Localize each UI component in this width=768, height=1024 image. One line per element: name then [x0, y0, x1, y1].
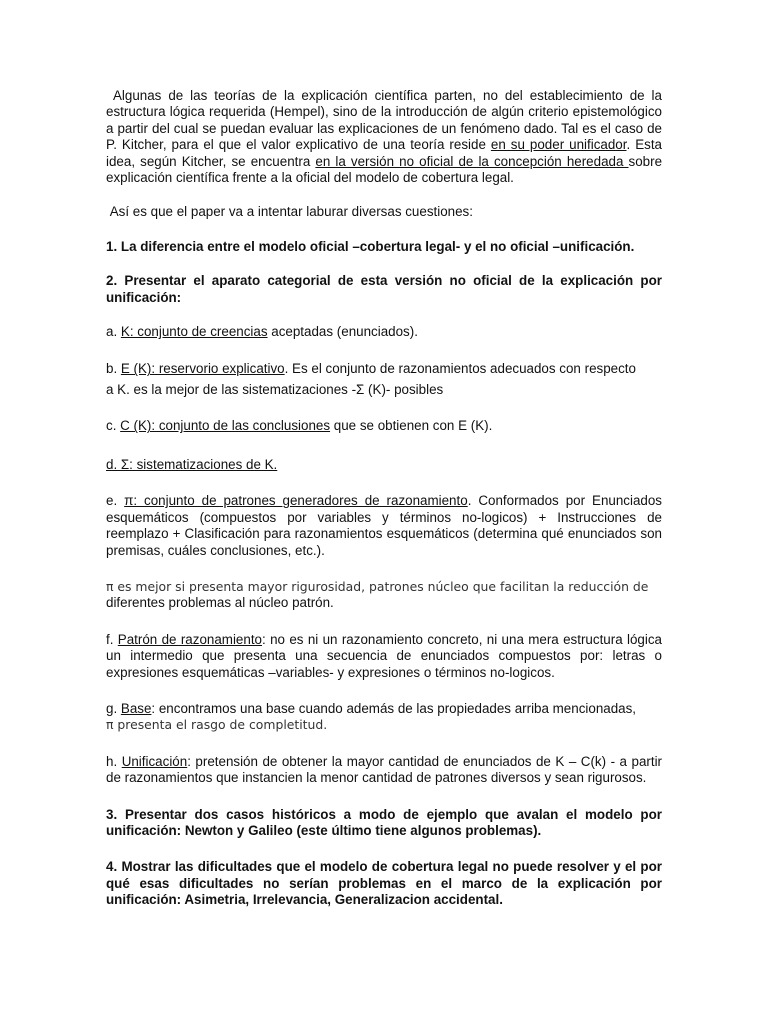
intro-text-3: sobre explicación científica frente a la oficial del modelo de cobertura legal.	[106, 153, 663, 186]
intro-underline-2: en la versión no oficial de la concepción heredada	[315, 153, 629, 169]
item-c-rest: que se obtienen con E (K).	[330, 418, 493, 434]
item-a-term: K: conjunto de creencias	[120, 324, 268, 340]
item-a-prefix: a.	[106, 324, 121, 340]
item-f-prefix: f.	[106, 631, 118, 647]
point-2: 2. Presentar el aparato categorial de esta versión no oficial de la explicación por unificación:	[106, 273, 662, 305]
item-f-term: Patrón de razonamiento	[117, 631, 262, 647]
item-a	[106, 324, 662, 340]
item-g-prefix: g.	[106, 700, 121, 716]
intro-text-2: . Esta idea, según Kitcher, se encuentra	[106, 137, 662, 169]
item-b-term: E (K): reservorio explicativo	[120, 361, 285, 377]
item-f	[106, 632, 662, 681]
item-c-term: C (K): conjunto de las conclusiones	[120, 418, 331, 434]
item-e-rest: . Conformados por Enunciados esquemáticos (compuestos por variables y términos no-logicos) + Instrucciones de reemplazo + Clasificación para razonamientos esquemáticos (determina qué enunciados son premisas, cuáles conclusiones, etc.).	[106, 493, 662, 558]
item-b-prefix: b.	[106, 361, 121, 377]
pi-note-rest: diferentes problemas al núcleo patrón.	[106, 595, 334, 611]
item-g-rest: : encontramos una base cuando además de las propiedades arriba mencionadas,	[151, 700, 637, 716]
item-e-term: π: conjunto de patrones generadores de razonamiento	[124, 493, 468, 509]
item-h-term: Unificación	[121, 753, 188, 769]
point-3: 3. Presentar dos casos históricos a modo de ejemplo que avalan el modelo por unificación: Newton y Galileo (este último tiene algunos problemas).	[106, 806, 662, 838]
item-c-prefix: c.	[106, 418, 121, 434]
pi-note	[106, 579, 662, 612]
point-4: 4. Mostrar las dificultades que el modelo de cobertura legal no puede resolver y el por qué esas dificultades no serían problemas en el marco de la explicación por unificación: Asimetria, Irrelevancia, Generalizacion accidental.	[106, 859, 662, 908]
item-d-text: d. Σ: sistematizaciones de K.	[106, 456, 278, 472]
item-e-prefix: e.	[106, 493, 125, 509]
item-b-rest-1: . Es el conjunto de razonamientos adecuados con respecto	[284, 361, 636, 377]
item-g-term: Base	[120, 700, 152, 716]
intro-text-1: Algunas de las teorías de la explicación científica parten, no del establecimiento de la estructura lógica requerida (Hempel), sino de la introducción de algún criterio epistemológico a partir del cual se puedan evaluar las explicaciones de un fenómeno dado. Tal es el caso de P. Kitcher, para el que el valor explicativo de una teoría reside	[106, 88, 662, 153]
item-d	[106, 457, 662, 473]
item-e	[106, 493, 662, 559]
lead-paragraph	[106, 204, 662, 220]
item-f-rest: : no es ni un razonamiento concreto, ni una mera estructura lógica un intermedio que presenta una secuencia de enunciados compuestos por: letras o expresiones esquemáticas –variables- y expresiones o términos no-logicos.	[106, 631, 662, 680]
item-g-light: π presenta el rasgo de completitud.	[106, 717, 328, 733]
intro-underline-1: en su poder unificador	[490, 137, 627, 153]
item-b-rest-2: a K. es la mejor de las sistematizaciones -Σ (K)- posibles	[106, 382, 444, 398]
item-b	[106, 358, 662, 400]
item-c	[106, 418, 662, 434]
intro-paragraph	[106, 88, 662, 186]
lead-text: Así es que el paper va a intentar laburar diversas cuestiones:	[109, 204, 473, 220]
pi-note-light: π es mejor si presenta mayor rigurosidad, patrones núcleo que facilitan la reducción de	[106, 578, 649, 594]
item-h-prefix: h.	[106, 753, 122, 769]
item-g	[106, 701, 662, 734]
point-1: 1. La diferencia entre el modelo oficial –cobertura legal- y el no oficial –unificación.	[106, 238, 635, 254]
item-h	[106, 754, 662, 787]
item-h-rest: : pretensión de obtener la mayor cantidad de enunciados de K – C(k) - a partir de razonamientos que instancien la menor cantidad de patrones diversos y sean rigurosos.	[106, 753, 663, 786]
item-a-rest: aceptadas (enunciados).	[267, 324, 418, 340]
